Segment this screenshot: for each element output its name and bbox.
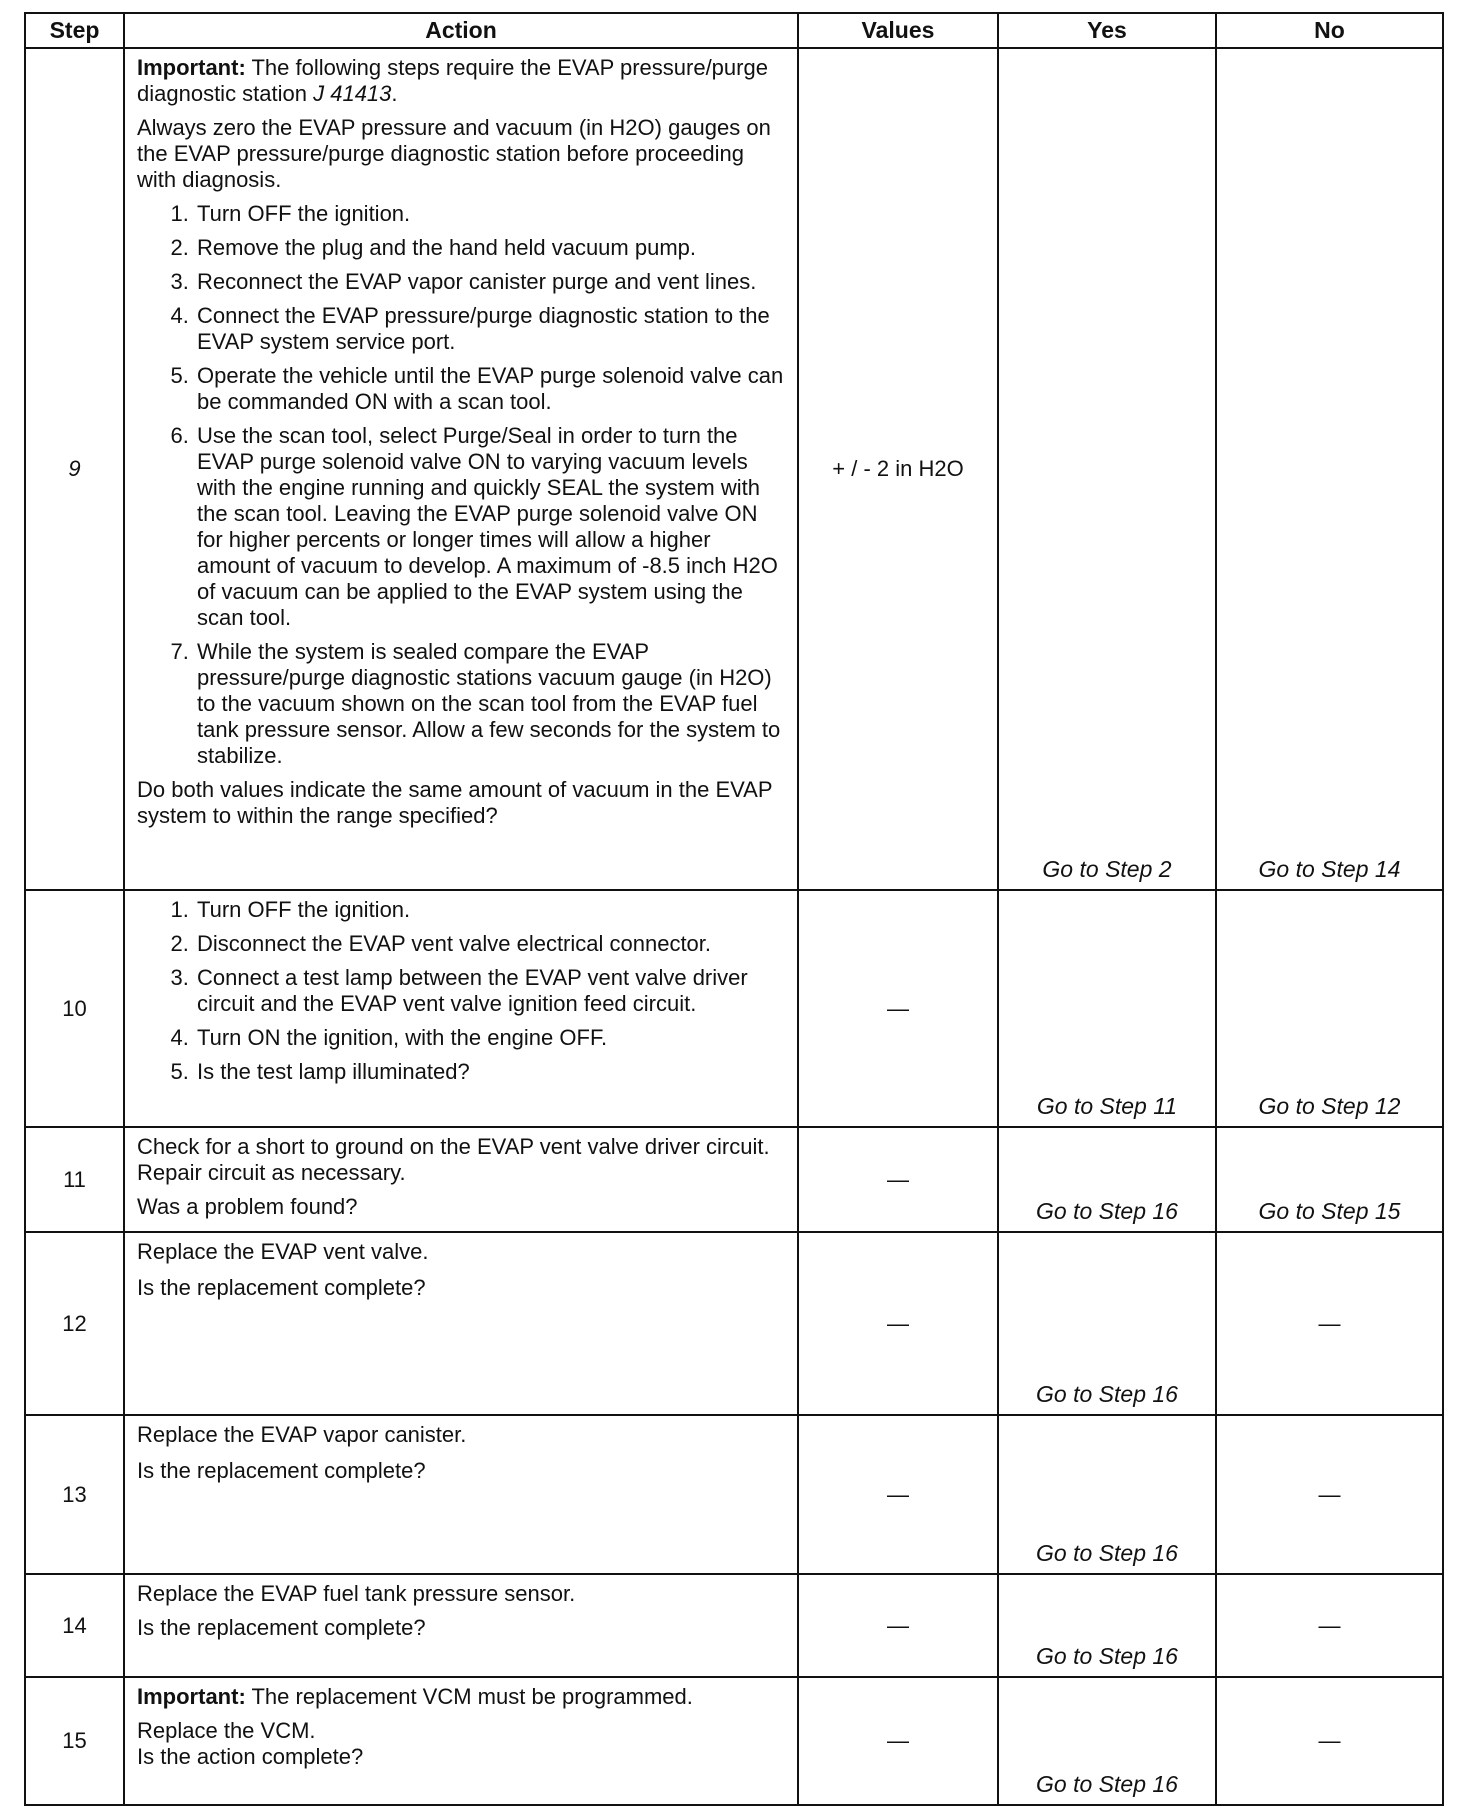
value-cell: — — [798, 1677, 998, 1805]
tool-suffix: . — [391, 81, 398, 106]
yes-link[interactable]: Go to Step 16 — [998, 1127, 1216, 1232]
important-label: Important: — [137, 55, 246, 80]
yes-link[interactable]: Go to Step 16 — [998, 1415, 1216, 1574]
table-row-step-15 — [25, 1677, 1443, 1805]
procedure-list — [137, 201, 787, 769]
question-text: Was a problem found? — [137, 1194, 358, 1219]
list-item: 3. Connect a test lamp between the EVAP vent valve driver circuit and the EVAP vent valve ignition feed circuit. — [195, 965, 787, 1017]
value-cell: — — [798, 1415, 998, 1574]
table-row-step-11 — [25, 1127, 1443, 1232]
action-text: Replace the VCM. — [137, 1718, 316, 1743]
action-cell — [124, 1127, 798, 1232]
list-item: 3. Reconnect the EVAP vapor canister purge and vent lines. — [195, 269, 787, 295]
header-yes: Yes — [998, 13, 1216, 48]
header-action: Action — [124, 13, 798, 48]
value-cell: — — [798, 1574, 998, 1677]
step-number: 13 — [25, 1415, 124, 1574]
important-text: The replacement VCM must be programmed. — [245, 1684, 693, 1709]
value-cell: + / - 2 in H2O — [798, 48, 998, 890]
action-cell — [124, 1574, 798, 1677]
list-item: 2. Disconnect the EVAP vent valve electrical connector. — [195, 931, 787, 957]
step-number: 11 — [25, 1127, 124, 1232]
no-link[interactable]: Go to Step 12 — [1216, 890, 1443, 1127]
question-text: Is the replacement complete? — [137, 1458, 426, 1483]
action-text: Check for a short to ground on the EVAP vent valve driver circuit. Repair circuit as necessary. — [137, 1134, 770, 1185]
procedure-list — [137, 897, 787, 1085]
action-cell — [124, 1677, 798, 1805]
action-cell — [124, 1232, 798, 1415]
important-note — [137, 1684, 787, 1710]
step-number: 10 — [25, 890, 124, 1127]
step-number: 15 — [25, 1677, 124, 1805]
question-text: Is the replacement complete? — [137, 1615, 426, 1640]
no-value: — — [1216, 1232, 1443, 1415]
value-cell: — — [798, 1232, 998, 1415]
table-row-step-13 — [25, 1415, 1443, 1574]
no-link[interactable]: Go to Step 14 — [1216, 48, 1443, 890]
action-text: Replace the EVAP fuel tank pressure sensor. — [137, 1581, 576, 1606]
yes-link[interactable]: Go to Step 2 — [998, 48, 1216, 890]
action-text: Replace the EVAP vapor canister. — [137, 1422, 467, 1447]
list-item: 7. While the system is sealed compare the EVAP pressure/purge diagnostic stations vacuum gauge (in H2O) to the vacuum shown on the scan tool from the EVAP fuel tank pressure sensor. Allow a few seconds for the system to stabilize. — [195, 639, 787, 769]
action-cell — [124, 48, 798, 890]
diagnostic-table — [24, 12, 1444, 1806]
yes-link[interactable]: Go to Step 11 — [998, 890, 1216, 1127]
list-item: 1. Turn OFF the ignition. — [195, 201, 787, 227]
header-row — [25, 13, 1443, 48]
no-value: — — [1216, 1677, 1443, 1805]
list-item: 4. Turn ON the ignition, with the engine OFF. — [195, 1025, 787, 1051]
question-text: Is the replacement complete? — [137, 1275, 426, 1300]
list-item: 5. Is the test lamp illuminated? — [195, 1059, 787, 1085]
important-note — [137, 55, 787, 107]
step-number: 9 — [25, 48, 124, 890]
yes-link[interactable]: Go to Step 16 — [998, 1677, 1216, 1805]
step-number: 12 — [25, 1232, 124, 1415]
no-value: — — [1216, 1415, 1443, 1574]
no-link[interactable]: Go to Step 15 — [1216, 1127, 1443, 1232]
action-cell — [124, 890, 798, 1127]
yes-link[interactable]: Go to Step 16 — [998, 1574, 1216, 1677]
action-cell — [124, 1415, 798, 1574]
important-label: Important: — [137, 1684, 246, 1709]
table-row-step-14 — [25, 1574, 1443, 1677]
header-values: Values — [798, 13, 998, 48]
yes-link[interactable]: Go to Step 16 — [998, 1232, 1216, 1415]
value-cell: — — [798, 1127, 998, 1232]
list-item: 2. Remove the plug and the hand held vacuum pump. — [195, 235, 787, 261]
intro-text: Always zero the EVAP pressure and vacuum (in H2O) gauges on the EVAP pressure/purge diagnostic station before proceeding with diagnosis. — [137, 115, 771, 192]
important-text: The following steps require the EVAP pressure/purge diagnostic station — [137, 55, 768, 106]
header-step: Step — [25, 13, 124, 48]
action-text: Replace the EVAP vent valve. — [137, 1239, 429, 1264]
value-cell: — — [798, 890, 998, 1127]
list-item: 5. Operate the vehicle until the EVAP purge solenoid valve can be commanded ON with a scan tool. — [195, 363, 787, 415]
question-text: Is the action complete? — [137, 1744, 364, 1769]
step-number: 14 — [25, 1574, 124, 1677]
question-text: Do both values indicate the same amount of vacuum in the EVAP system to within the range specified? — [137, 777, 773, 828]
list-item: 6. Use the scan tool, select Purge/Seal in order to turn the EVAP purge solenoid valve ON to varying vacuum levels with the engine running and quickly SEAL the system with the scan tool. Leaving the EVAP purge solenoid valve ON for higher percents or longer times will allow a higher amount of vacuum to develop. A maximum of -8.5 inch H2O of vacuum can be applied to the EVAP system using the scan tool. — [195, 423, 787, 631]
list-item: 4. Connect the EVAP pressure/purge diagnostic station to the EVAP system service port. — [195, 303, 787, 355]
no-value: — — [1216, 1574, 1443, 1677]
table-row-step-10 — [25, 890, 1443, 1127]
header-no: No — [1216, 13, 1443, 48]
table-row-step-12 — [25, 1232, 1443, 1415]
tool-name: J 41413 — [313, 81, 392, 106]
list-item: 1. Turn OFF the ignition. — [195, 897, 787, 923]
table-row-step-9 — [25, 48, 1443, 890]
